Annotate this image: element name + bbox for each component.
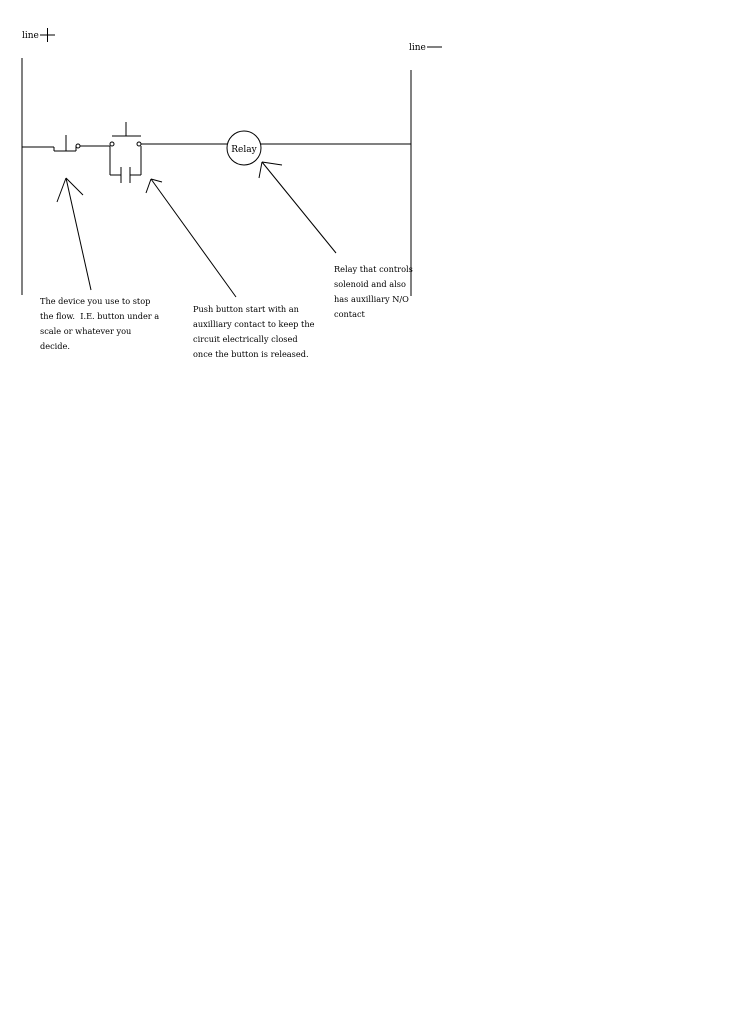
line-negative-label: line xyxy=(409,43,426,53)
relay-annotation: Relay that controls solenoid and also has auxilliary N/O contact xyxy=(334,264,413,319)
line-positive-label: line xyxy=(22,31,39,41)
plus-sign-icon xyxy=(40,28,55,42)
arrow-relay-icon xyxy=(259,162,336,253)
relay-label: Relay xyxy=(231,145,257,155)
arrow-stop-device-icon xyxy=(57,178,91,290)
auxiliary-contact-icon xyxy=(110,167,141,183)
stop-device-annotation: The device you use to stop the flow. I.E. button under a scale or whatever you decide. xyxy=(40,296,160,351)
arrow-start-button-icon xyxy=(146,179,236,297)
start-pushbutton-no-icon xyxy=(110,122,141,175)
stop-pushbutton-nc-icon xyxy=(54,135,80,151)
start-button-annotation: Push button start with an auxilliary contact to keep the circuit electrically closed once the button is released. xyxy=(193,304,315,359)
